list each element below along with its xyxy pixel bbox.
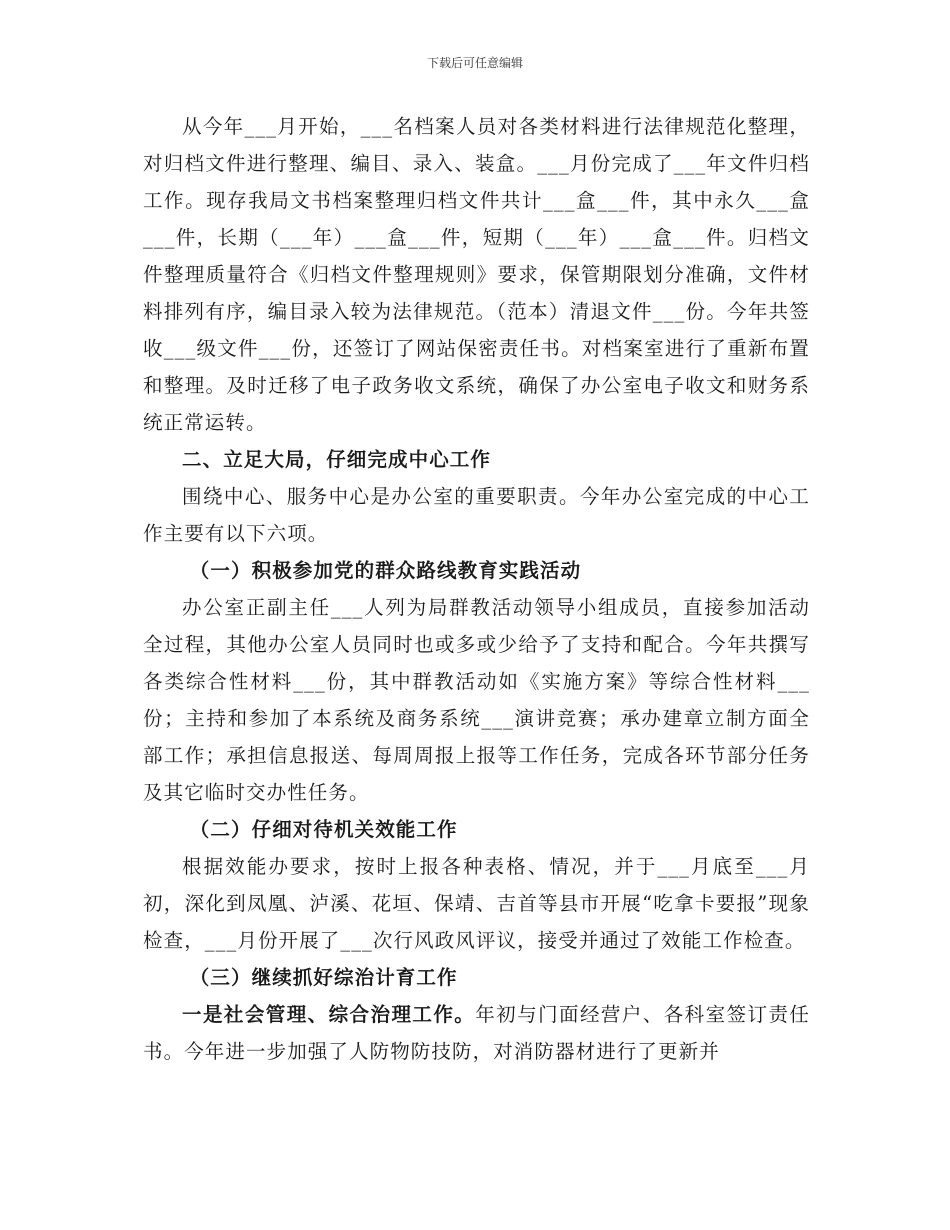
paragraph-archives: 从今年___月开始，___名档案人员对各类材料进行法律规范化整理，对归档文件进行整理、编目、录入、装盒。___月份完成了___年文件归档工作。现存我局文书档案整理归档文件共计___盒___件，其中永久___盒___件，长期（___年）___盒___件，短期（___年）___盒___件。归档文件整理质量符合《归档文件整理规则》要求，保管期限划分准确，文件材料排列有序，编目录入较为法律规范。（范本）清退文件___份。今年共签收___级文件___份，还签订了网站保密责任书。对档案室进行了重新布置和整理。及时迁移了电子政务收文系统，确保了办公室电子收文和财务系统正常运转。 <box>143 115 810 434</box>
paragraph-text: 年初与门面经营户、各科室签订责任书。今年进一步加强了人防物防技防，对消防器材进行了更新并 <box>143 1003 810 1063</box>
lead-phrase: 一是社会管理、综合治理工作。 <box>182 1003 476 1026</box>
document-body <box>143 108 810 1070</box>
paragraph-efficiency: 根据效能办要求，按时上报各种表格、情况，并于___月底至___月初，深化到凤凰、泸溪、花垣、保靖、吉首等县市开展“吃拿卡要报”现象检查，___月份开展了___次行风政风评议，接受并通过了效能工作检查。 <box>143 855 810 952</box>
paragraph-center-work-intro: 围绕中心、服务中心是办公室的重要职责。今年办公室完成的中心工作主要有以下六项。 <box>143 485 810 545</box>
paragraph-social-management <box>143 996 810 1070</box>
subsection-heading-2: （二）仔细对待机关效能工作 <box>189 818 458 841</box>
subsection-heading-1: （一）积极参加党的群众路线教育实践活动 <box>189 559 582 582</box>
page-header: 下载后可任意编辑 <box>426 56 523 70</box>
section-heading-2: 二、立足大局，仔细完成中心工作 <box>182 448 492 471</box>
subsection-heading-3: （三）继续抓好综治计育工作 <box>189 966 458 989</box>
paragraph-mass-line: 办公室正副主任___人列为局群教活动领导小组成员，直接参加活动全过程，其他办公室人员同时也或多或少给予了支持和配合。今年共撰写各类综合性材料___份，其中群教活动如《实施方案》等综合性材料___份；主持和参加了本系统及商务系统___演讲竞赛；承办建章立制方面全部工作；承担信息报送、每周周报上报等工作任务，完成各环节部分任务及其它临时交办性任务。 <box>143 596 810 804</box>
